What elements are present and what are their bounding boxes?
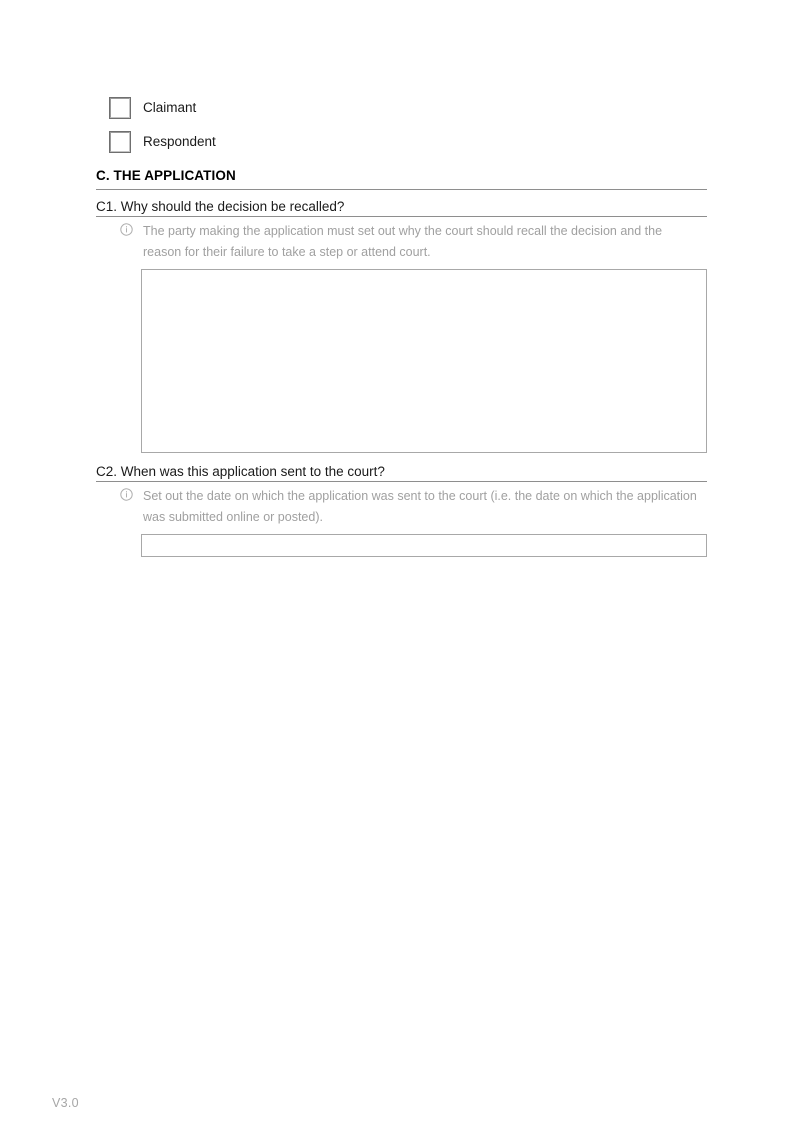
answer-input-c2[interactable] [141, 534, 707, 557]
checkbox-label-respondent: Respondent [143, 134, 216, 149]
checkbox-row-respondent[interactable] [109, 131, 216, 153]
hint-text-c2: Set out the date on which the application was sent to the court (i.e. the date on which the application was submitted online or posted). [143, 489, 697, 524]
checkbox-icon-respondent[interactable] [109, 131, 131, 153]
section-heading: C. THE APPLICATION [96, 168, 236, 183]
answer-textarea-c1[interactable] [141, 269, 707, 453]
hint-text-c1: The party making the application must set out why the court should recall the decision and the reason for their failure to take a step or attend court. [143, 224, 663, 259]
footer-version: V3.0 [52, 1096, 79, 1110]
question-label-c1: C1. Why should the decision be recalled? [96, 199, 345, 214]
checkbox-label-claimant: Claimant [143, 100, 197, 115]
section-heading-divider [96, 189, 707, 190]
hint-c1 [120, 221, 680, 262]
hint-c2 [120, 486, 710, 527]
checkbox-row-claimant[interactable] [109, 97, 196, 119]
checkbox-icon-claimant[interactable] [109, 97, 131, 119]
question-label-c2: C2. When was this application sent to the court? [96, 464, 385, 479]
question-c1-divider [96, 216, 707, 217]
info-icon [120, 223, 133, 236]
info-icon [120, 488, 133, 501]
question-c2-divider [96, 481, 707, 482]
